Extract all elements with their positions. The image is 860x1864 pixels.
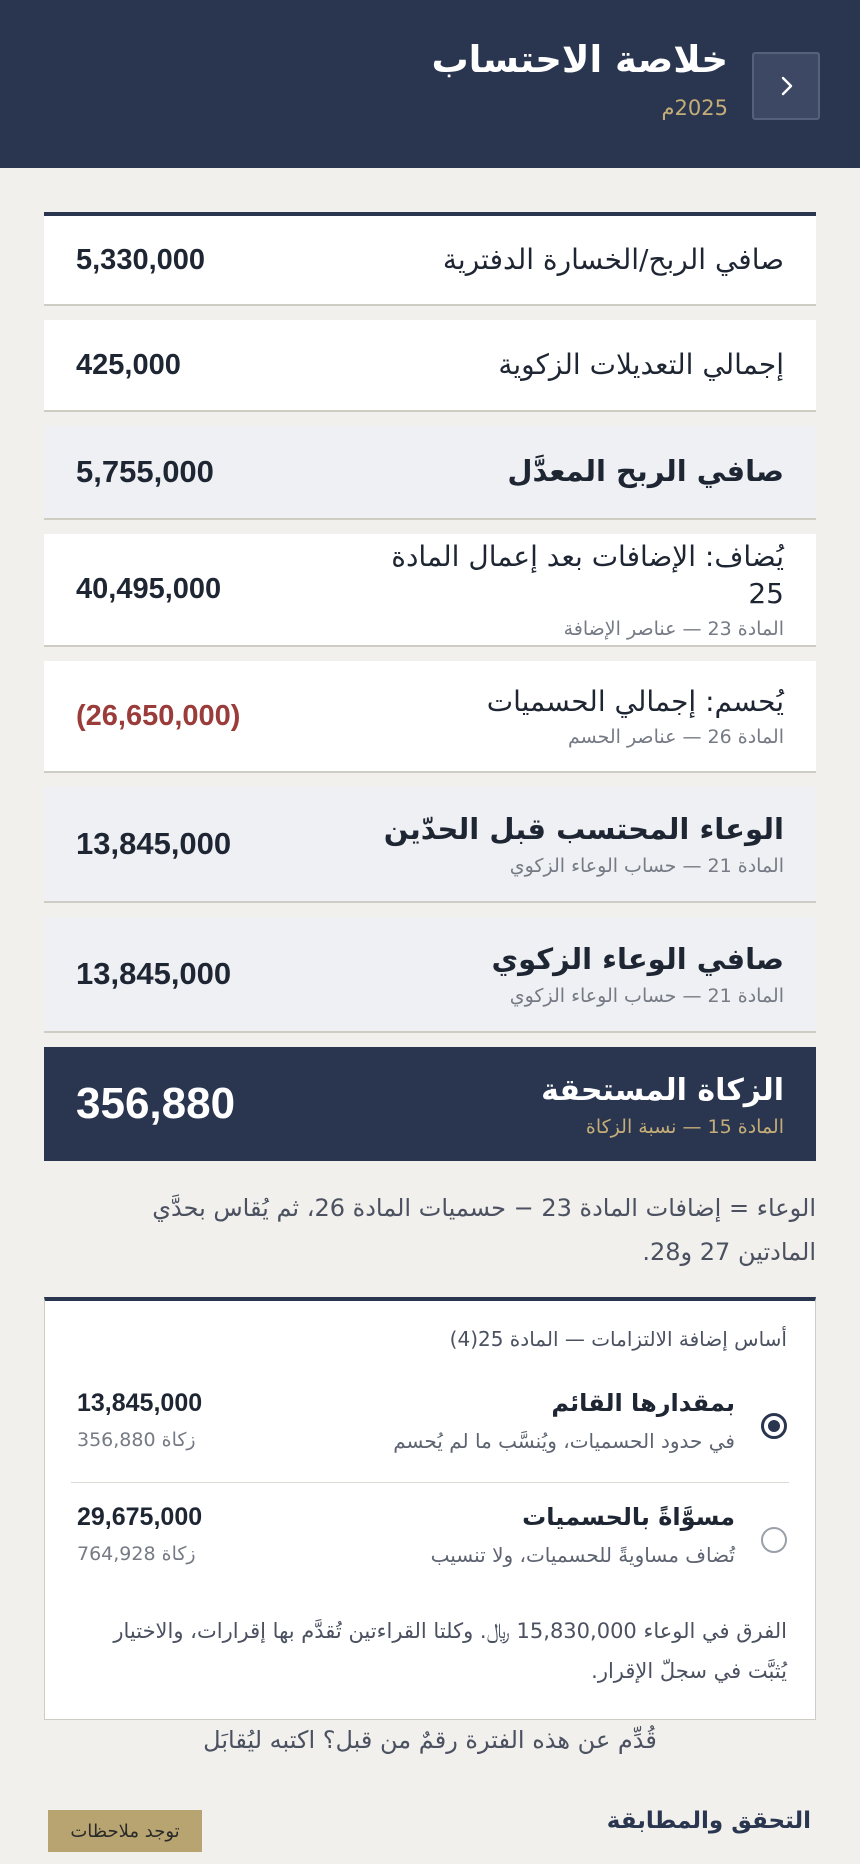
row-label: إجمالي التعديلات الزكوية: [498, 347, 784, 381]
basis-option-current[interactable]: [71, 1373, 789, 1483]
liabilities-basis-card: [44, 1297, 816, 1720]
row-value: 13,845,000: [76, 956, 232, 991]
row-article-link[interactable]: المادة 15 — نسبة الزكاة: [585, 1115, 784, 1138]
row-value: 40,495,000: [76, 573, 222, 605]
back-button[interactable]: [752, 52, 820, 120]
option-zakat: زكاة 356,880: [77, 1429, 196, 1451]
chevron-right-icon: [774, 74, 798, 98]
option-label: بمقدارها القائم: [551, 1389, 735, 1417]
row-net-zakat-base: [44, 917, 816, 1033]
option-description: تُضاف مساويةً للحسميات، ولا تنسيب: [430, 1543, 735, 1567]
radio-button[interactable]: [761, 1527, 787, 1553]
radio-button[interactable]: [761, 1413, 787, 1439]
row-value: 5,755,000: [76, 454, 214, 489]
row-label: صافي الربح/الخسارة الدفترية: [442, 242, 784, 276]
row-label: صافي الربح المعدَّل: [507, 454, 784, 489]
previous-figure-link[interactable]: قُدِّم عن هذه الفترة رقمٌ من قبل؟ اكتبه ليُقابَل: [203, 1726, 657, 1754]
option-base-value: 13,845,000: [77, 1389, 203, 1417]
summary-rows: [44, 212, 816, 1175]
zakat-due-value: 356,880: [76, 1079, 236, 1128]
basis-title: أساس إضافة الالتزامات — المادة 25(4): [449, 1327, 787, 1351]
page-title: خلاصة الاحتساب: [431, 38, 728, 81]
row-adjusted-profit: [44, 426, 816, 520]
row-additions: [44, 534, 816, 647]
page-header: [0, 0, 860, 168]
row-article-link[interactable]: المادة 21 — حساب الوعاء الزكوي: [509, 854, 784, 877]
row-article-link[interactable]: المادة 26 — عناصر الحسم: [567, 726, 784, 749]
row-article-link[interactable]: المادة 23 — عناصر الإضافة: [563, 617, 784, 640]
row-value: 425,000: [76, 348, 181, 381]
basis-option-equalized[interactable]: [71, 1487, 789, 1597]
row-book-profit: [44, 212, 816, 306]
option-base-value: 29,675,000: [77, 1503, 203, 1531]
row-value: 5,330,000: [76, 243, 206, 276]
formula-note: الوعاء = إضافات المادة 23 − حسميات المادة 26، ثم يُقاس بحدَّي المادتين 27 و28.: [152, 1194, 816, 1266]
verification-title: التحقق والمطابقة: [606, 1808, 811, 1834]
page-year: 2025م: [661, 96, 728, 120]
row-article-link[interactable]: المادة 21 — حساب الوعاء الزكوي: [509, 984, 784, 1007]
row-value: 13,845,000: [76, 826, 232, 861]
option-zakat: زكاة 764,928: [77, 1543, 196, 1565]
row-value: (26,650,000): [76, 699, 241, 732]
row-label: صافي الوعاء الزكوي: [491, 942, 784, 977]
row-base-before-limits: [44, 787, 816, 903]
row-deductions: [44, 661, 816, 773]
row-total-adjustments: [44, 320, 816, 412]
option-description: في حدود الحسميات، ويُنسَّب ما لم يُحسم: [393, 1429, 735, 1453]
row-label: يُضاف: الإضافات بعد إعمال المادة 25: [391, 540, 784, 610]
row-label: الوعاء المحتسب قبل الحدّين: [383, 812, 784, 847]
row-zakat-due: [44, 1047, 816, 1161]
row-label: يُحسم: إجمالي الحسميات: [486, 684, 784, 718]
notes-badge[interactable]: توجد ملاحظات: [48, 1810, 202, 1852]
row-label: الزكاة المستحقة: [541, 1072, 784, 1108]
basis-note: الفرق في الوعاء 15,830,000 ﷼. وكلتا القراءتين تُقدَّم بها إقرارات، والاختيار يُثبَّت في سجلّ الإقرار.: [113, 1619, 787, 1683]
option-label: مسوَّاةً بالحسميات: [522, 1503, 735, 1531]
